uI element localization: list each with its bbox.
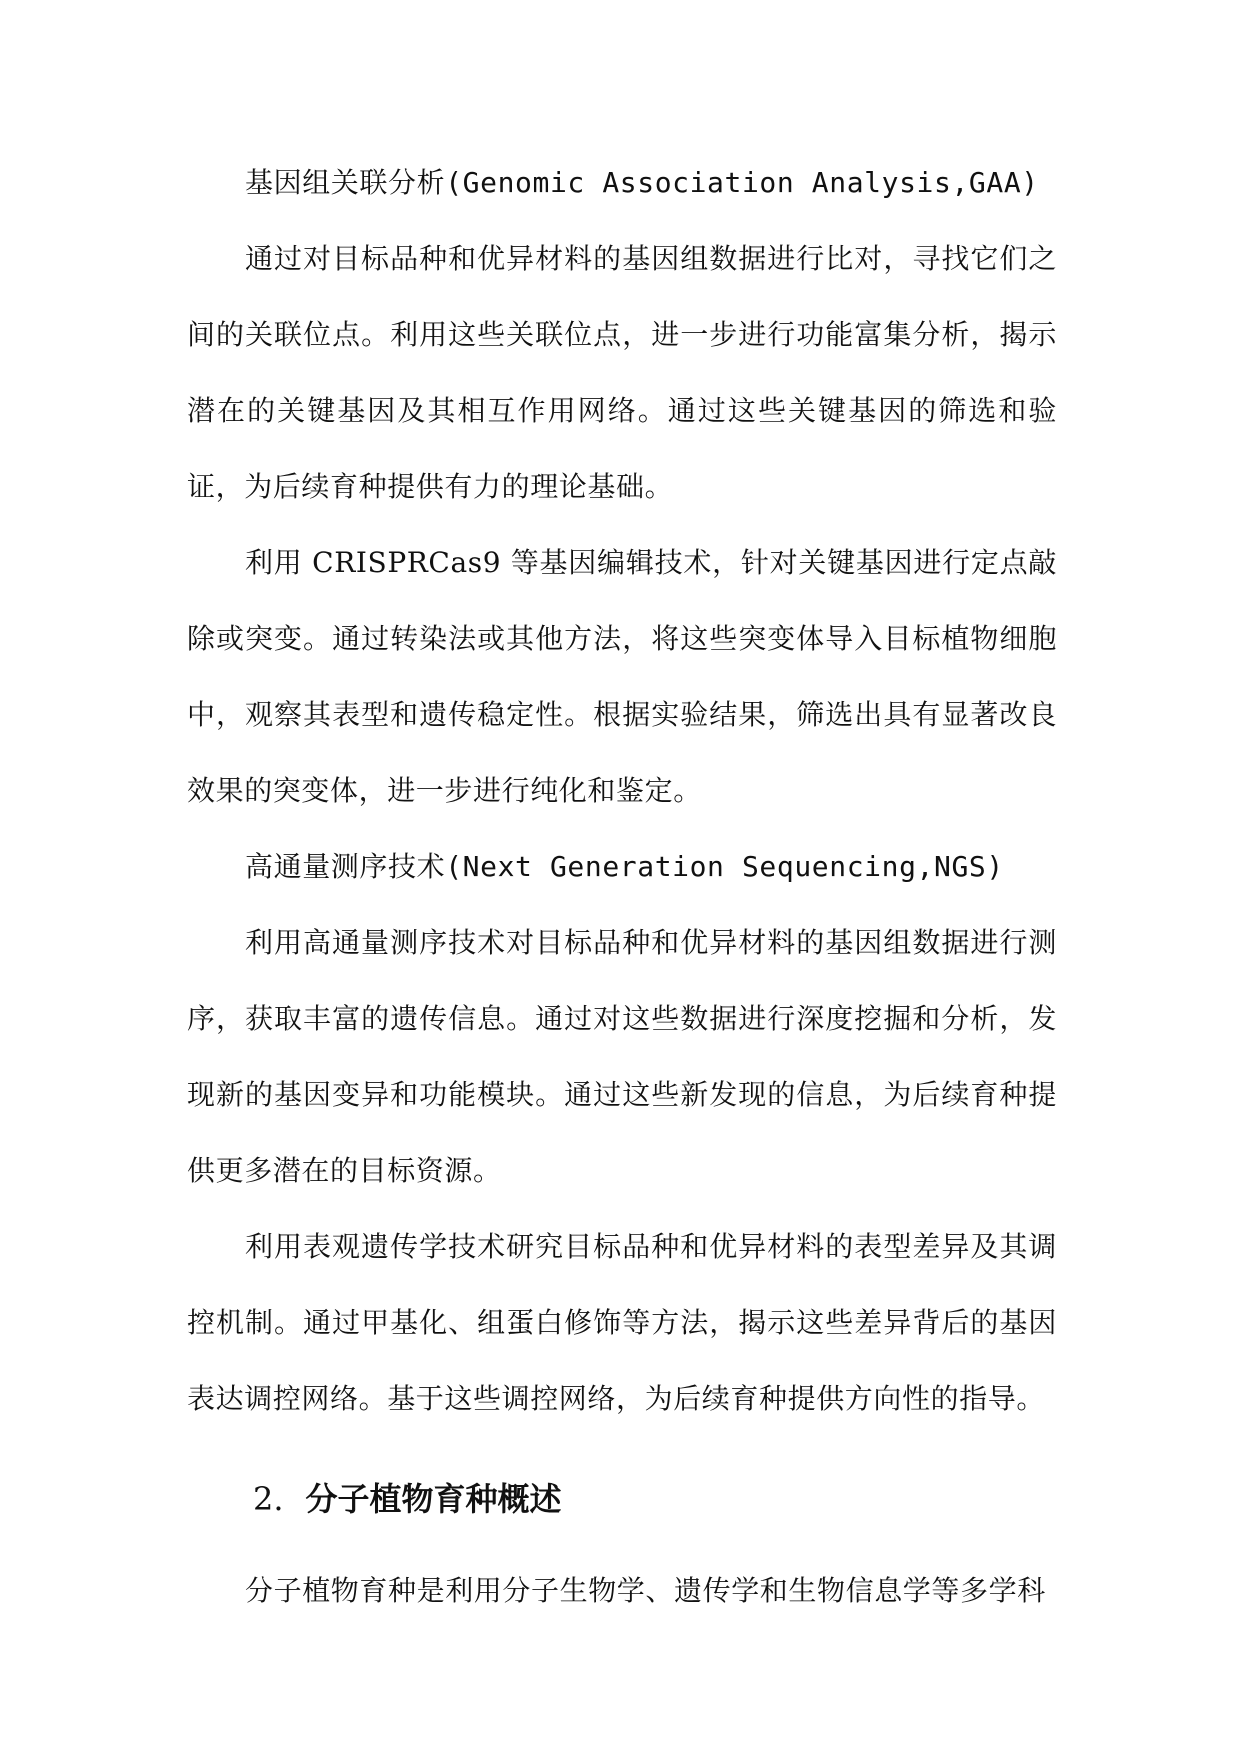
paragraph-crispr: 利用 CRISPRCas9 等基因编辑技术，针对关键基因进行定点敲除或突变。通过转染法或其他方法，将这些突变体导入目标植物细胞中，观察其表型和遗传稳定性。根据实验结果，筛选出具有显著改良效果的突变体，进一步进行纯化和鉴定。 <box>187 546 1057 807</box>
paragraph-molecular-breeding: 分子植物育种是利用分子生物学、遗传学和生物信息学等多学科 <box>245 1574 1046 1607</box>
subheading-ngs: 高通量测序技术(Next Generation Sequencing,NGS) <box>245 850 1004 883</box>
section-heading <box>187 1461 1057 1537</box>
document-body <box>187 145 1057 1629</box>
subheading-gaa: 基因组关联分析(Genomic Association Analysis,GAA) <box>245 166 1039 199</box>
paragraph-epigenetics: 利用表观遗传学技术研究目标品种和优异材料的表型差异及其调控机制。通过甲基化、组蛋白修饰等方法，揭示这些差异背后的基因表达调控网络。基于这些调控网络，为后续育种提供方向性的指导。 <box>187 1230 1057 1415</box>
section-title: 分子植物育种概述 <box>305 1480 562 1518</box>
paragraph-ngs-description: 利用高通量测序技术对目标品种和优异材料的基因组数据进行测序，获取丰富的遗传信息。通过对这些数据进行深度挖掘和分析，发现新的基因变异和功能模块。通过这些新发现的信息，为后续育种提供更多潜在的目标资源。 <box>187 926 1057 1187</box>
section-number: 2. <box>253 1480 284 1518</box>
paragraph-gaa-description: 通过对目标品种和优异材料的基因组数据进行比对，寻找它们之间的关联位点。利用这些关联位点，进一步进行功能富集分析，揭示潜在的关键基因及其相互作用网络。通过这些关键基因的筛选和验证，为后续育种提供有力的理论基础。 <box>187 242 1057 503</box>
